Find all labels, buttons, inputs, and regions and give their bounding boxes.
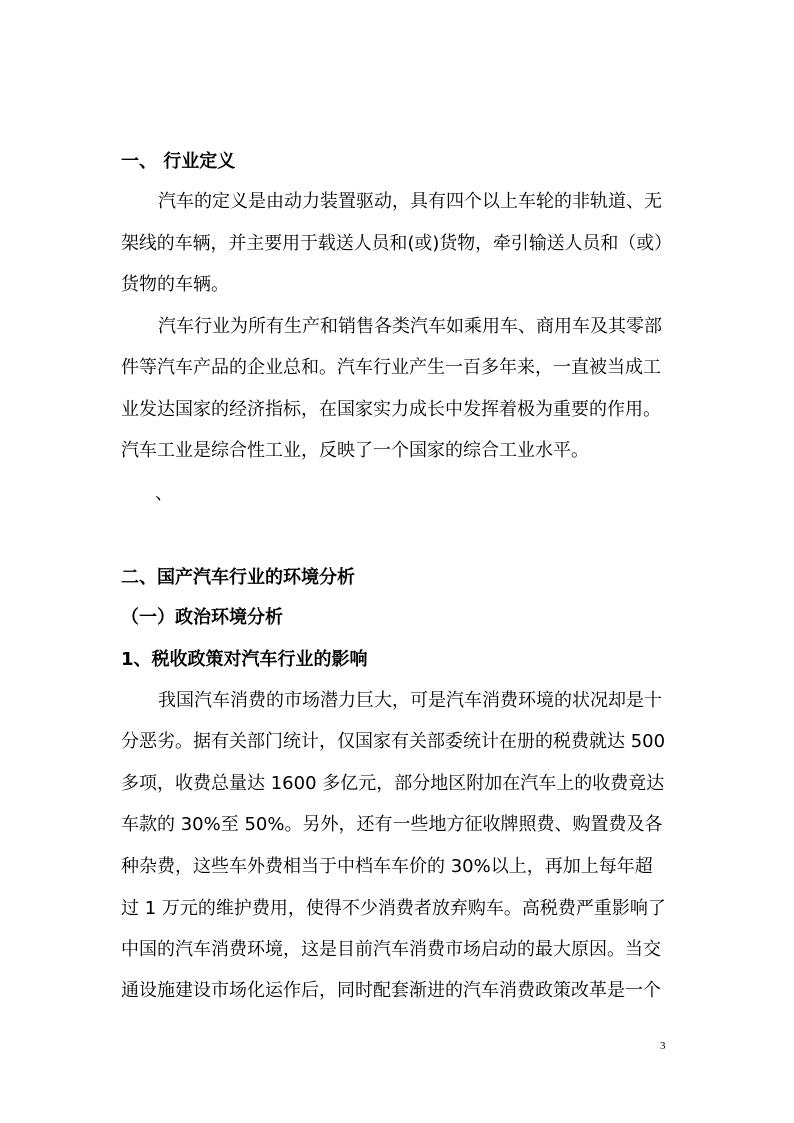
paragraph-line: 架线的车辆，并主要用于载送人员和(或)货物，牵引输送人员和（或） bbox=[121, 233, 673, 254]
subsection-heading: （一）政治环境分析 bbox=[121, 607, 283, 628]
paragraph-line: 汽车行业为所有生产和销售各类汽车如乘用车、商用车及其零部 bbox=[158, 316, 662, 337]
paragraph-line: 业发达国家的经济指标，在国家实力成长中发挥着极为重要的作用。 bbox=[121, 399, 661, 420]
page-number: 3 bbox=[660, 1040, 666, 1052]
paragraph-line: 通设施建设市场化运作后，同时配套渐进的汽车消费政策改革是一个 bbox=[121, 980, 661, 1001]
paragraph-line: 种杂费，这些车外费相当于中档车车价的 30%以上，再加上每年超 bbox=[121, 856, 653, 877]
paragraph-line: 分恶劣。据有关部门统计，仅国家有关部委统计在册的税费就达 500 bbox=[121, 731, 666, 752]
section-heading-1: 一、 行业定义 bbox=[121, 151, 236, 172]
subsubsection-heading: 1、税收政策对汽车行业的影响 bbox=[121, 649, 368, 670]
paragraph-line: 我国汽车消费的市场潜力巨大，可是汽车消费环境的状况却是十 bbox=[158, 690, 662, 711]
paragraph-line: 汽车的定义是由动力装置驱动，具有四个以上车轮的非轨道、无 bbox=[158, 191, 662, 212]
stray-mark: 、 bbox=[155, 483, 173, 504]
paragraph-line: 中国的汽车消费环境，这是目前汽车消费市场启动的最大原因。当交 bbox=[121, 939, 661, 960]
paragraph-line: 车款的 30%至 50%。另外，还有一些地方征收牌照费、购置费及各 bbox=[121, 814, 663, 835]
section-heading-2: 二、国产汽车行业的环境分析 bbox=[121, 567, 355, 588]
paragraph-line: 多项，收费总量达 1600 多亿元，部分地区附加在汽车上的收费竟达 bbox=[121, 773, 665, 794]
paragraph-line: 件等汽车产品的企业总和。汽车行业产生一百多年来，一直被当成工 bbox=[121, 357, 661, 378]
paragraph-line: 货物的车辆。 bbox=[121, 274, 229, 295]
paragraph-line: 汽车工业是综合性工业，反映了一个国家的综合工业水平。 bbox=[121, 440, 589, 461]
paragraph-line: 过 1 万元的维护费用，使得不少消费者放弃购车。高税费严重影响了 bbox=[121, 898, 666, 919]
